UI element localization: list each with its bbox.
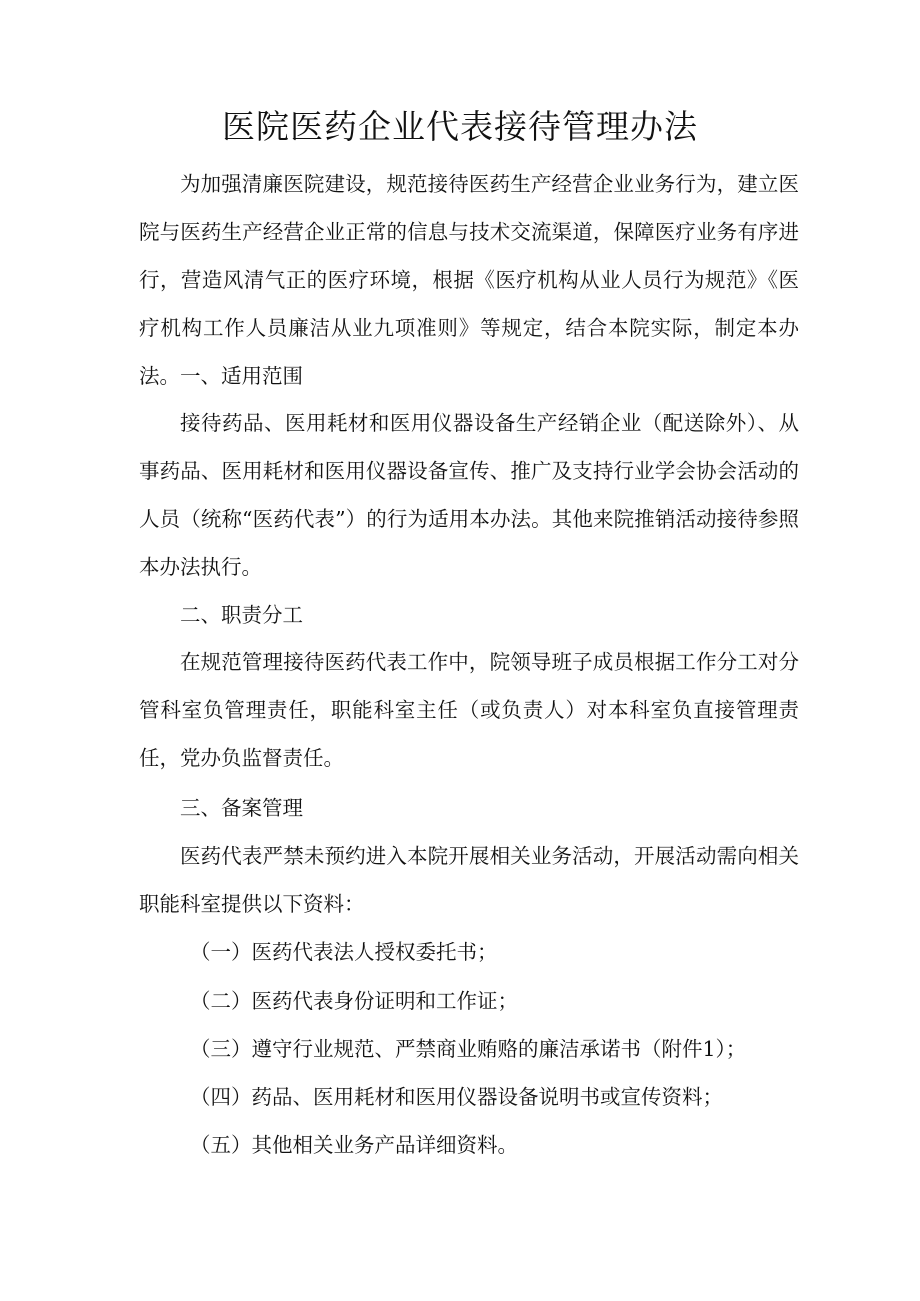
section-heading-scope: 一、适用范围 bbox=[180, 364, 303, 388]
list-item: （五）其他相关业务产品详细资料。 bbox=[190, 1133, 518, 1157]
section-heading-filing: 三、备案管理 bbox=[180, 796, 303, 820]
section-body-duties: 在规范管理接待医药代表工作中，院领导班子成员根据工作分工对分管科室负管理责任，职能科室主任（或负责人）对本科室负直接管理责任，党办负监督责任。 bbox=[139, 650, 799, 770]
list-item: （四）药品、医用耗材和医用仪器设备说明书或宣传资料； bbox=[190, 1085, 723, 1109]
section-body-filing: 医药代表严禁未预约进入本院开展相关业务活动，开展活动需向相关职能科室提供以下资料： bbox=[139, 844, 799, 916]
list-item: （三）遵守行业规范、严禁商业贿赂的廉洁承诺书（附件1）； bbox=[190, 1037, 747, 1061]
section-body-scope: 接待药品、医用耗材和医用仪器设备生产经销企业（配送除外）、从事药品、医用耗材和医用仪器设备宣传、推广及支持行业学会协会活动的人员（统称“医药代表”）的行为适用本办法。其他来院推销活动接待参照本办法执行。 bbox=[139, 411, 799, 579]
section-heading-duties: 二、职责分工 bbox=[180, 603, 303, 627]
intro-paragraph: 为加强清廉医院建设，规范接待医药生产经营企业业务行为，建立医院与医药生产经营企业正常的信息与技术交流渠道，保障医疗业务有序进行，营造风清气正的医疗环境，根据《医疗机构从业人员行为规范》《医疗机构工作人员廉洁从业九项准则》等规定，结合本院实际，制定本办法。 bbox=[139, 172, 799, 388]
list-item: （二）医药代表身份证明和工作证； bbox=[190, 989, 518, 1013]
document-title: 医院医药企业代表接待管理办法 bbox=[222, 107, 698, 146]
list-item: （一）医药代表法人授权委托书； bbox=[190, 940, 498, 964]
